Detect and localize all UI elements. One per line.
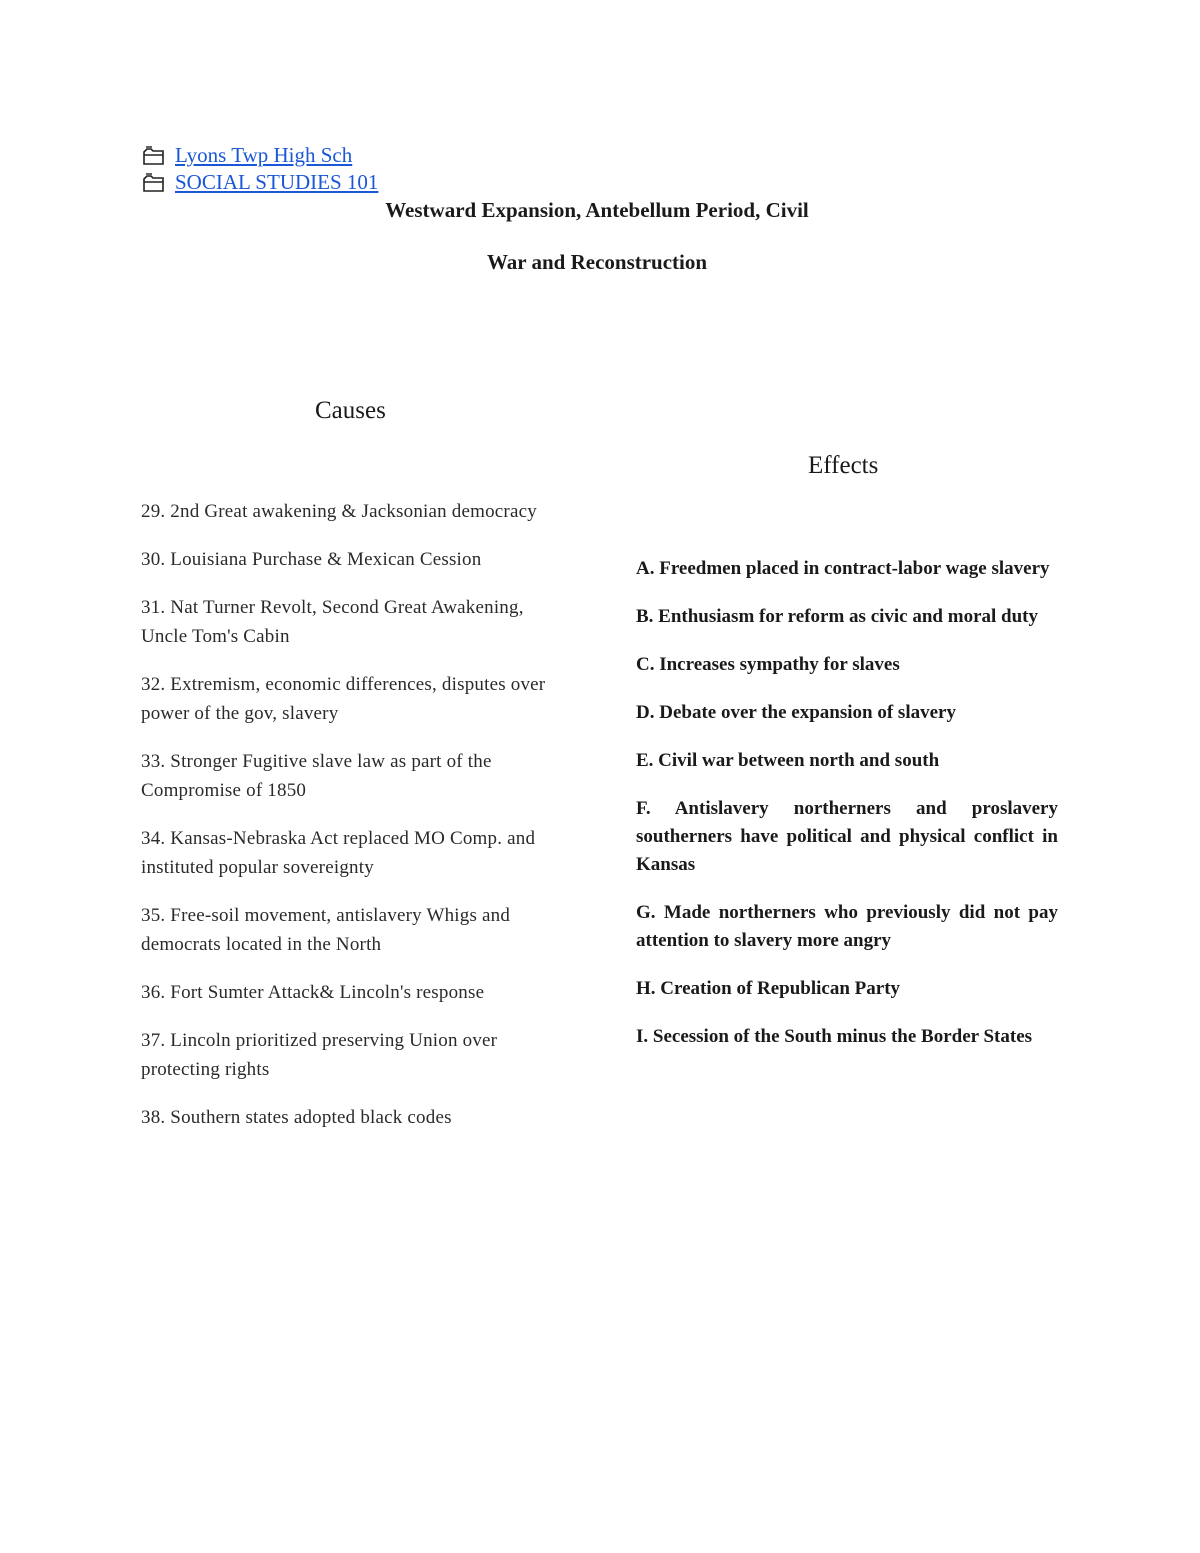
- cause-item: 36. Fort Sumter Attack& Lincoln's response: [141, 982, 485, 1003]
- effect-item: I. Secession of the South minus the Border States: [636, 1026, 1033, 1047]
- cause-item: 37. Lincoln prioritized preserving Union over protecting rights: [141, 1030, 498, 1080]
- document-title-line-2: War and Reconstruction: [486, 250, 708, 274]
- breadcrumb-link-school[interactable]: Lyons Twp High Sch: [175, 143, 353, 167]
- effect-item: H. Creation of Republican Party: [636, 978, 901, 999]
- cause-item: 30. Louisiana Purchase & Mexican Cession: [141, 549, 482, 570]
- effect-item: G. Made northerners who previously did not pay attention to slavery more angry: [636, 902, 1058, 951]
- effect-item: F. Antislavery northerners and proslavery southerners have political and physical conflict in Kansas: [636, 798, 1058, 875]
- effects-heading: Effects: [808, 452, 879, 479]
- effect-item: A. Freedmen placed in contract-labor wage slavery: [636, 558, 1050, 579]
- effect-item: E. Civil war between north and south: [636, 750, 940, 771]
- cause-item: 34. Kansas-Nebraska Act replaced MO Comp. and instituted popular sovereignty: [141, 828, 536, 878]
- effects-list: [636, 555, 1058, 1071]
- document-title-line-1: Westward Expansion, Antebellum Period, Civil: [385, 198, 809, 222]
- causes-heading: Causes: [315, 397, 386, 424]
- cause-item: 31. Nat Turner Revolt, Second Great Awakening, Uncle Tom's Cabin: [141, 597, 524, 647]
- cause-item: 33. Stronger Fugitive slave law as part of the Compromise of 1850: [141, 751, 492, 801]
- course-folder-icon: [143, 173, 165, 193]
- cause-item: 38. Southern states adopted black codes: [141, 1107, 452, 1128]
- breadcrumb-item-course[interactable]: [143, 169, 378, 196]
- cause-item: 29. 2nd Great awakening & Jacksonian democracy: [141, 501, 537, 522]
- cause-item: 32. Extremism, economic differences, disputes over power of the gov, slavery: [141, 674, 546, 724]
- school-folder-icon: [143, 146, 165, 166]
- cause-item: 35. Free-soil movement, antislavery Whigs and democrats located in the North: [141, 905, 511, 955]
- effect-item: D. Debate over the expansion of slavery: [636, 702, 956, 723]
- causes-list: [141, 497, 561, 1151]
- breadcrumb: [143, 142, 378, 196]
- effect-item: C. Increases sympathy for slaves: [636, 654, 900, 675]
- effect-item: B. Enthusiasm for reform as civic and moral duty: [636, 606, 1038, 627]
- breadcrumb-link-course[interactable]: SOCIAL STUDIES 101: [175, 170, 379, 194]
- breadcrumb-item-school[interactable]: [143, 142, 378, 169]
